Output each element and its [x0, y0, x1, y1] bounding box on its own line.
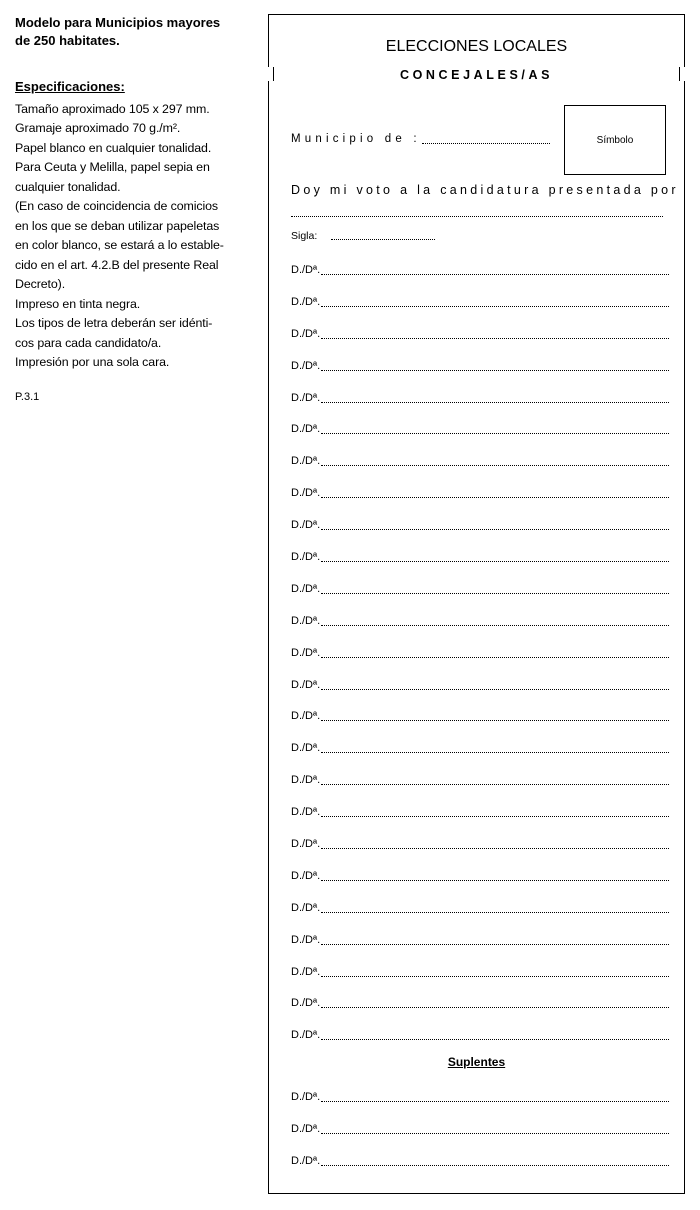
- candidate-row-name-field: [321, 296, 669, 307]
- candidate-row-label: D./Dª.: [291, 997, 321, 1010]
- candidate-row: [291, 679, 669, 711]
- candidate-row: [291, 997, 669, 1029]
- suplentes-title: Suplentes: [447, 1055, 506, 1069]
- candidate-row: [291, 455, 669, 487]
- candidate-row: [291, 870, 669, 902]
- candidate-row-label: D./Dª.: [291, 678, 321, 691]
- candidate-row-name-field: [321, 551, 669, 562]
- municipio-label: Municipio de :: [291, 133, 421, 145]
- candidate-row-name-field: [321, 966, 669, 977]
- suplente-row-label: D./Dª.: [291, 1091, 321, 1103]
- candidate-row: [291, 934, 669, 966]
- ballot-title: ELECCIONES LOCALES: [385, 38, 568, 55]
- suplente-row-label: D./Dª.: [291, 1154, 321, 1167]
- candidate-row-name-field: [321, 455, 669, 466]
- candidate-row-name-field: [321, 806, 669, 817]
- candidate-row-name-field: [321, 710, 669, 721]
- candidate-row: [291, 774, 669, 806]
- symbol-label: Símbolo: [596, 134, 634, 146]
- candidate-row: [291, 615, 669, 647]
- candidate-row-label: D./Dª.: [291, 327, 321, 340]
- candidate-row-label: D./Dª.: [291, 614, 321, 627]
- candidate-row-label: D./Dª.: [291, 551, 321, 564]
- candidate-row-name-field: [321, 742, 669, 753]
- candidate-row-name-field: [321, 360, 669, 371]
- candidate-row-name-field: [321, 647, 669, 658]
- candidate-row: [291, 423, 669, 455]
- specifications-title: Especificaciones:: [15, 79, 125, 94]
- candidate-row-name-field: [321, 423, 669, 434]
- candidate-row-label: D./Dª.: [291, 838, 321, 851]
- suplente-row-label: D./Dª.: [291, 1122, 321, 1135]
- candidate-row-label: D./Dª.: [291, 519, 321, 532]
- candidate-row-name-field: [321, 583, 669, 594]
- symbol-box: [564, 105, 666, 175]
- specifications-body: Tamaño aproximado 105 x 297 mm. Gramaje aproximado 70 g./m². Papel blanco en cualquier tonalidad. Para Ceuta y Melilla, papel sepia en cualquier tonalidad. (En caso de coincidencia de comicios en los que se deban utilizar papeletas en color blanco, se estará a lo estable- cido en el art. 4.2.B del presente Real Decreto). Impreso en tinta negra. Los tipos de letra deberán ser idénti- cos para cada candidato/a. Impresión por una sola cara.: [15, 101, 224, 369]
- suplente-row-name-field: [321, 1123, 669, 1134]
- candidate-row-label: D./Dª.: [291, 391, 321, 404]
- candidate-row-name-field: [321, 870, 669, 881]
- candidate-row-label: D./Dª.: [291, 455, 321, 468]
- candidate-row-label: D./Dª.: [291, 806, 321, 819]
- vote-statement: Doy mi voto a la candidatura presentada por: [291, 183, 679, 197]
- model-code: P.3.1: [15, 390, 40, 403]
- candidate-row: [291, 519, 669, 551]
- candidate-row-name-field: [321, 997, 669, 1008]
- suplente-row-name-field: [321, 1091, 669, 1102]
- candidate-row-name-field: [321, 679, 669, 690]
- suplente-row: [291, 1091, 669, 1123]
- candidate-row: [291, 902, 669, 934]
- candidate-row-name-field: [321, 774, 669, 785]
- ballot-subtitle: CONCEJALES/AS: [399, 68, 554, 82]
- candidate-row-name-field: [321, 487, 669, 498]
- candidate-row-name-field: [321, 838, 669, 849]
- candidate-row-name-field: [321, 519, 669, 530]
- candidate-row: [291, 360, 669, 392]
- candidate-row: [291, 392, 669, 424]
- candidate-row: [291, 328, 669, 360]
- municipio-field: [422, 133, 550, 144]
- candidate-row-label: D./Dª.: [291, 965, 321, 978]
- candidate-row: [291, 551, 669, 583]
- candidate-row: [291, 710, 669, 742]
- candidate-row-label: D./Dª.: [291, 742, 321, 755]
- candidate-row: [291, 264, 669, 296]
- suplente-row-name-field: [321, 1155, 669, 1166]
- candidate-row: [291, 296, 669, 328]
- candidate-row: [291, 487, 669, 519]
- candidate-row-label: D./Dª.: [291, 646, 321, 659]
- candidate-row-label: D./Dª.: [291, 359, 321, 372]
- specifications-panel: [15, 14, 260, 407]
- suplentes-list: [291, 1091, 669, 1187]
- sigla-field: [331, 230, 435, 240]
- candidate-row-label: D./Dª.: [291, 933, 321, 946]
- candidate-list: [291, 264, 669, 1061]
- candidate-row-name-field: [321, 264, 669, 275]
- candidate-row: [291, 647, 669, 679]
- candidate-row-name-field: [321, 1029, 669, 1040]
- candidate-row-name-field: [321, 328, 669, 339]
- candidate-row-label: D./Dª.: [291, 487, 321, 500]
- candidate-row-name-field: [321, 934, 669, 945]
- candidate-row-label: D./Dª.: [291, 710, 321, 723]
- candidate-row: [291, 966, 669, 998]
- candidate-row-label: D./Dª.: [291, 1029, 321, 1042]
- candidate-row-label: D./Dª.: [291, 582, 321, 595]
- candidate-row-name-field: [321, 392, 669, 403]
- candidate-row-label: D./Dª.: [291, 264, 321, 276]
- candidatura-field: [291, 207, 663, 217]
- candidate-row: [291, 742, 669, 774]
- candidate-row: [291, 583, 669, 615]
- ballot-paper: [268, 14, 685, 1194]
- sigla-label: Sigla:: [291, 230, 318, 242]
- candidate-row-label: D./Dª.: [291, 901, 321, 914]
- candidate-row: [291, 806, 669, 838]
- candidate-row-label: D./Dª.: [291, 423, 321, 436]
- candidate-row-name-field: [321, 902, 669, 913]
- candidate-row-label: D./Dª.: [291, 774, 321, 787]
- suplente-row: [291, 1155, 669, 1187]
- candidate-row-name-field: [321, 615, 669, 626]
- model-heading: Modelo para Municipios mayores de 250 habitates.: [15, 15, 221, 48]
- candidate-row: [291, 838, 669, 870]
- candidate-row-label: D./Dª.: [291, 295, 321, 308]
- suplente-row: [291, 1123, 669, 1155]
- candidate-row-label: D./Dª.: [291, 869, 321, 882]
